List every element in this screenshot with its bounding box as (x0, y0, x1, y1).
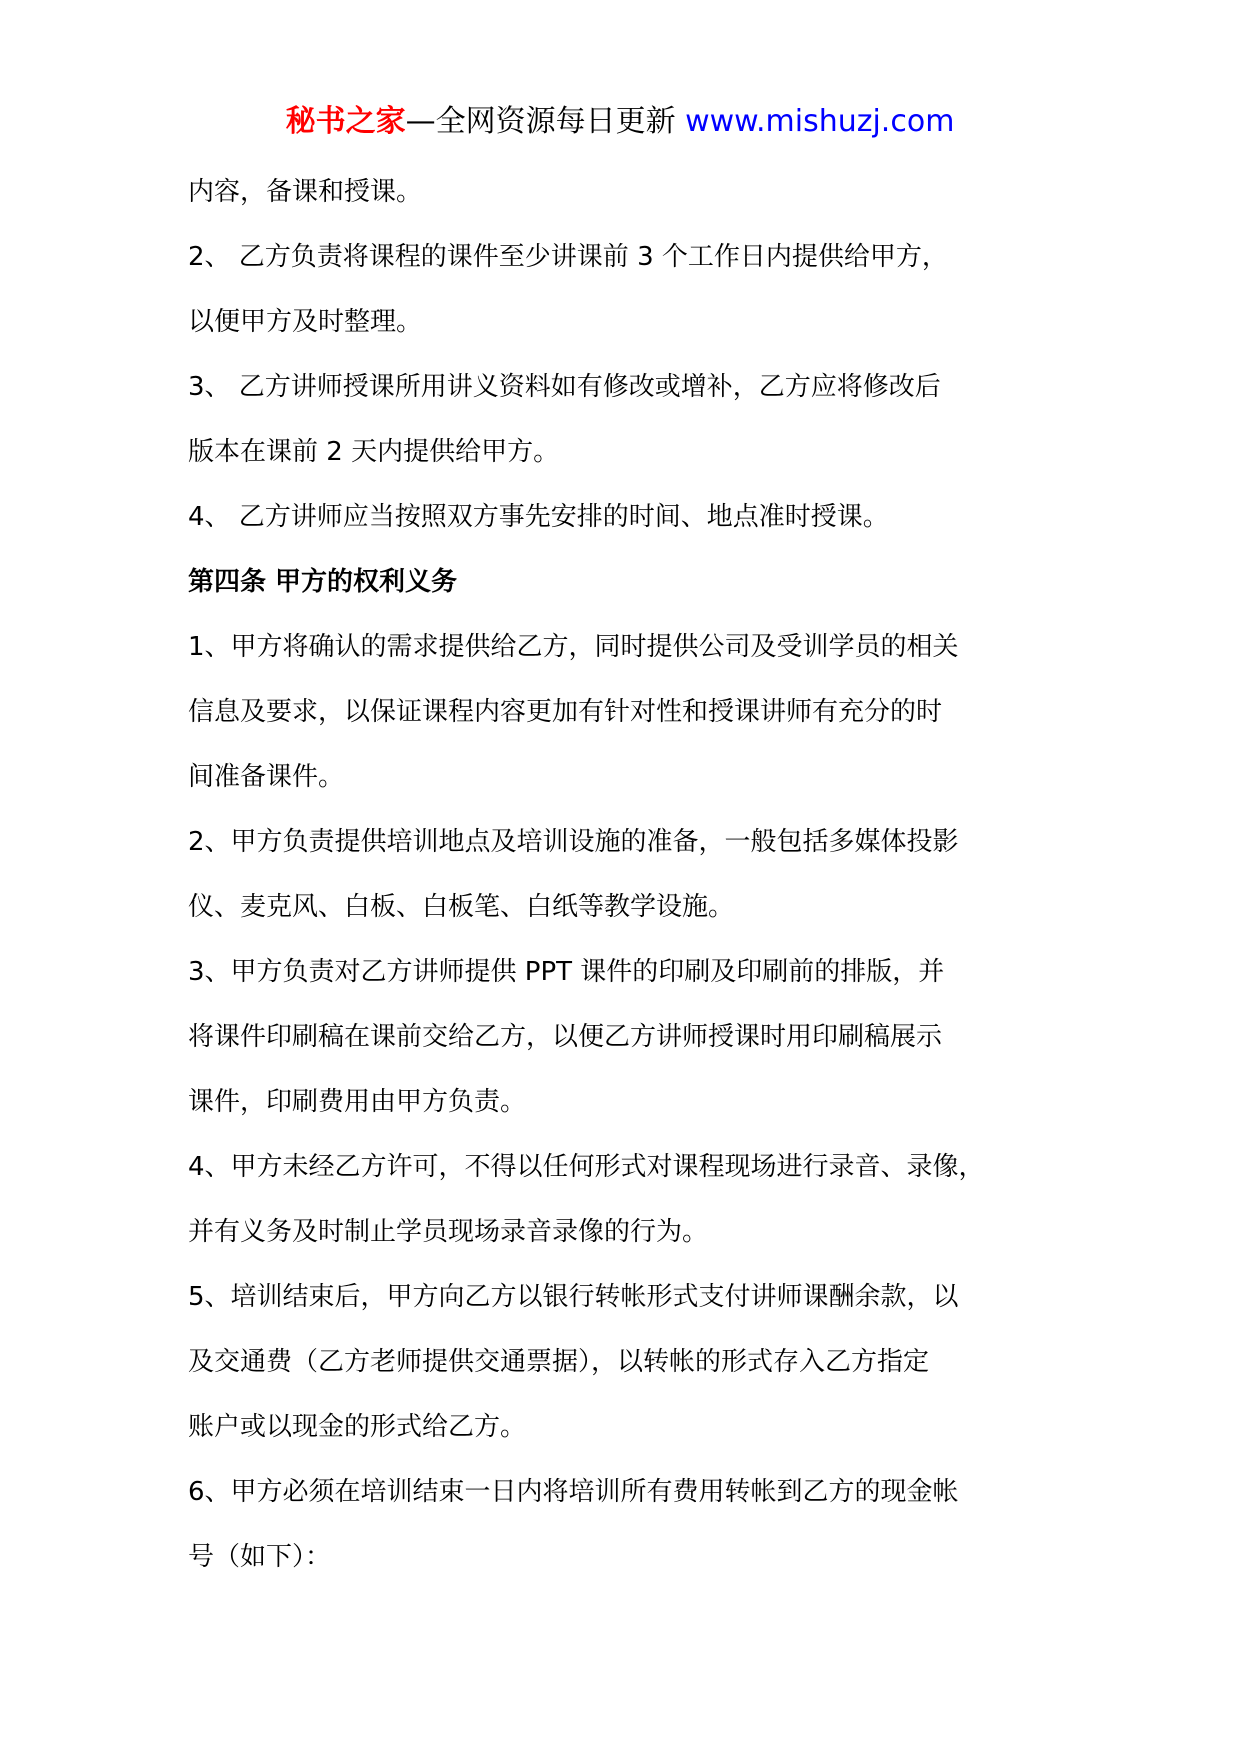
text-line: 将课件印刷稿在课前交给乙方，以便乙方讲师授课时用印刷稿展示 (188, 1022, 943, 1052)
clause-item: 3、甲方负责对乙方讲师提供 PPT 课件的印刷及印刷前的排版，并 (188, 957, 945, 987)
clause-item: 2、甲方负责提供培训地点及培训设施的准备，一般包括多媒体投影 (188, 827, 959, 857)
clause-item: 2、 乙方负责将课程的课件至少讲课前 3 个工作日内提供给甲方， (188, 242, 948, 272)
text-line: 间准备课件。 (188, 762, 345, 792)
text-line: 以便甲方及时整理。 (188, 307, 423, 337)
clause-item: 5、培训结束后，甲方向乙方以银行转帐形式支付讲师课酬余款，以 (188, 1282, 959, 1312)
text-line: 仪、麦克风、白板、白板笔、白纸等教学设施。 (188, 892, 735, 922)
text-line: 账户或以现金的形式给乙方。 (188, 1412, 527, 1442)
clause-item: 4、 乙方讲师应当按照双方事先安排的时间、地点准时授课。 (188, 502, 889, 532)
clause-item: 1、甲方将确认的需求提供给乙方，同时提供公司及受训学员的相关 (188, 632, 959, 662)
brand-name: 秘书之家 (285, 104, 406, 139)
clause-item: 4、甲方未经乙方许可，不得以任何形式对课程现场进行录音、录像， (188, 1152, 985, 1182)
header-tagline: —全网资源每日更新 (405, 104, 676, 139)
text-line: 信息及要求，以保证课程内容更加有针对性和授课讲师有充分的时 (188, 697, 943, 727)
header-url-link[interactable]: www.mishuzj.com (675, 104, 955, 139)
text-line: 及交通费（乙方老师提供交通票据），以转帐的形式存入乙方指定 (188, 1347, 930, 1377)
section-heading: 第四条 甲方的权利义务 (188, 567, 458, 597)
text-line: 课件，印刷费用由甲方负责。 (188, 1087, 527, 1117)
text-line: 号（如下）： (188, 1542, 332, 1572)
clause-item: 6、甲方必须在培训结束一日内将培训所有费用转帐到乙方的现金帐 (188, 1477, 959, 1507)
document-body (188, 160, 1088, 1590)
page-header (0, 100, 1240, 144)
clause-item: 3、 乙方讲师授课所用讲义资料如有修改或增补，乙方应将修改后 (188, 372, 941, 402)
text-line: 并有义务及时制止学员现场录音录像的行为。 (188, 1217, 709, 1247)
text-line: 版本在课前 2 天内提供给甲方。 (188, 437, 560, 467)
text-line: 内容，备课和授课。 (188, 177, 423, 207)
